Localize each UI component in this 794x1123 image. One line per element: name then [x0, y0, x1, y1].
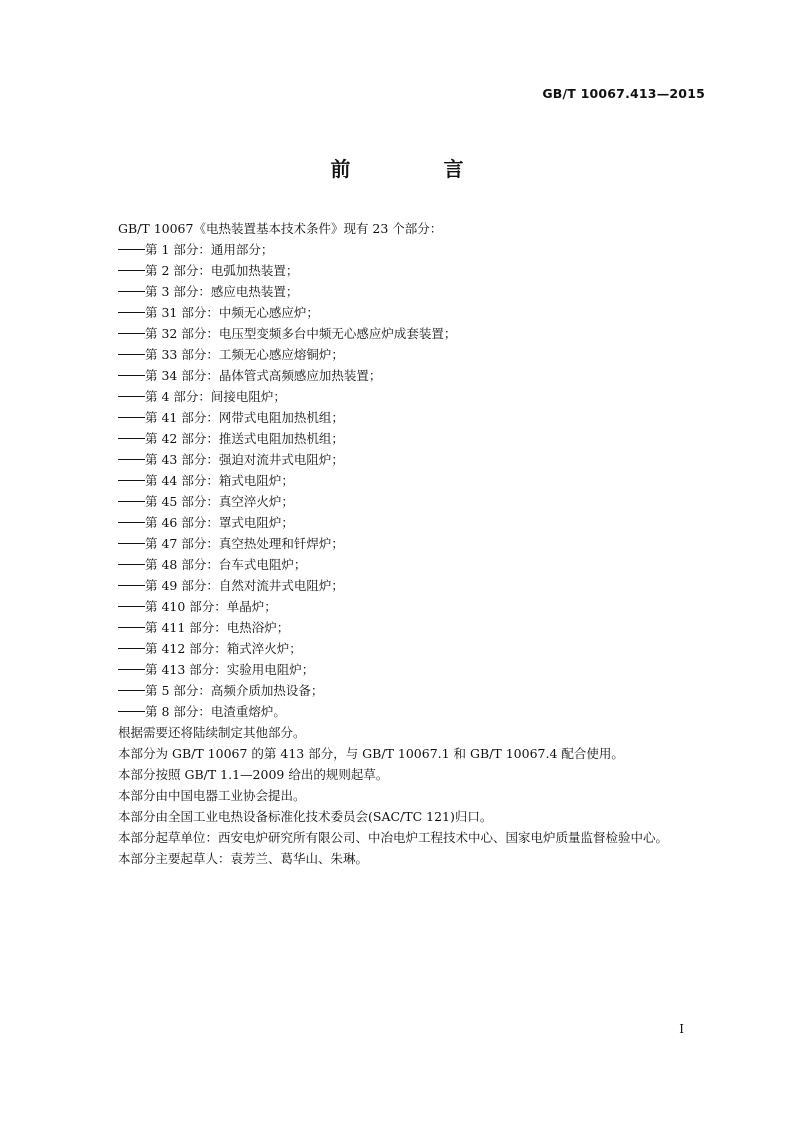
em-dash-marker [118, 459, 145, 460]
part-list-item [118, 701, 718, 722]
page-number: I [679, 1022, 684, 1036]
part-list-item-text: 第 47 部分：真空热处理和钎焊炉； [145, 536, 344, 551]
em-dash-marker [118, 585, 145, 586]
part-list-item-text: 第 49 部分：自然对流井式电阻炉； [145, 578, 344, 593]
body-paragraph: 本部分主要起草人：袁芳兰、葛华山、朱琳。 [118, 851, 369, 866]
body-paragraph: 本部分为 GB/T 10067 的第 413 部分，与 GB/T 10067.1 和 GB/T 10067.4 配合使用。 [118, 746, 624, 761]
part-list-item [118, 386, 718, 407]
em-dash-marker [118, 354, 145, 355]
intro-paragraph: GB/T 10067《电热装置基本技术条件》现有 23 个部分： [118, 221, 443, 236]
part-list-item [118, 260, 718, 281]
em-dash-marker [118, 438, 145, 439]
part-list-item-text: 第 412 部分：箱式淬火炉； [145, 641, 302, 656]
em-dash-marker [118, 480, 145, 481]
part-list-item-text: 第 41 部分：网带式电阻加热机组； [145, 410, 344, 425]
part-list-item-text: 第 31 部分：中频无心感应炉； [145, 305, 319, 320]
part-list-item-text: 第 46 部分：罩式电阻炉； [145, 515, 294, 530]
em-dash-marker [118, 291, 145, 292]
em-dash-marker [118, 417, 145, 418]
part-list-item-text: 第 413 部分：实验用电阻炉； [145, 662, 315, 677]
part-list-item [118, 533, 718, 554]
body-paragraph: 本部分按照 GB/T 1.1—2009 给出的规则起草。 [118, 767, 389, 782]
part-list-item [118, 617, 718, 638]
em-dash-marker [118, 564, 145, 565]
em-dash-marker [118, 669, 145, 670]
em-dash-marker [118, 522, 145, 523]
part-list-item [118, 512, 718, 533]
em-dash-marker [118, 690, 145, 691]
body-paragraph: 本部分由中国电器工业协会提出。 [118, 788, 306, 803]
part-list-item-text: 第 3 部分：感应电热装置； [145, 284, 299, 299]
part-list-item-text: 第 411 部分：电热浴炉； [145, 620, 290, 635]
part-list-item-text: 第 43 部分：强迫对流井式电阻炉； [145, 452, 344, 467]
em-dash-marker [118, 606, 145, 607]
part-list-item [118, 281, 718, 302]
part-list-item [118, 638, 718, 659]
part-list-item-text: 第 34 部分：晶体管式高频感应加热装置； [145, 368, 382, 383]
part-list-item-text: 第 44 部分：箱式电阻炉； [145, 473, 294, 488]
body-paragraph: 本部分起草单位：西安电炉研究所有限公司、中冶电炉工程技术中心、国家电炉质量监督检验中心。 [118, 830, 669, 845]
part-list-item [118, 407, 718, 428]
part-list-item [118, 239, 718, 260]
part-list-item [118, 428, 718, 449]
em-dash-marker [118, 375, 145, 376]
em-dash-marker [118, 501, 145, 502]
part-list-item [118, 365, 718, 386]
part-list-item-text: 第 2 部分：电弧加热装置； [145, 263, 299, 278]
part-list-item [118, 449, 718, 470]
part-list-item-text: 第 45 部分：真空淬火炉； [145, 494, 294, 509]
em-dash-marker [118, 333, 145, 334]
paragraph-list [118, 722, 718, 869]
part-list-item [118, 323, 718, 344]
standard-code: GB/T 10067.413—2015 [542, 86, 705, 101]
part-list-item-text: 第 8 部分：电渣重熔炉。 [145, 704, 286, 719]
part-list-item-text: 第 1 部分：通用部分； [145, 242, 274, 257]
foreword-body [118, 218, 718, 869]
part-list-item [118, 575, 718, 596]
part-list-item-text: 第 32 部分：电压型变频多台中频无心感应炉成套装置； [145, 326, 457, 341]
part-list-item-text: 第 48 部分：台车式电阻炉； [145, 557, 307, 572]
part-list-item-text: 第 42 部分：推送式电阻加热机组； [145, 431, 344, 446]
part-list-item [118, 596, 718, 617]
part-list-item-text: 第 4 部分：间接电阻炉； [145, 389, 286, 404]
em-dash-marker [118, 312, 145, 313]
part-list-item [118, 680, 718, 701]
em-dash-marker [118, 543, 145, 544]
em-dash-marker [118, 396, 145, 397]
em-dash-marker [118, 249, 145, 250]
part-list-item-text: 第 33 部分：工频无心感应熔铜炉； [145, 347, 344, 362]
em-dash-marker [118, 648, 145, 649]
part-list-item [118, 344, 718, 365]
em-dash-marker [118, 270, 145, 271]
part-list-item-text: 第 410 部分：单晶炉； [145, 599, 277, 614]
part-list [118, 239, 718, 722]
part-list-item [118, 302, 718, 323]
part-list-item-text: 第 5 部分：高频介质加热设备； [145, 683, 324, 698]
em-dash-marker [118, 627, 145, 628]
part-list-item [118, 659, 718, 680]
part-list-item [118, 491, 718, 512]
body-paragraph: 本部分由全国工业电热设备标准化技术委员会(SAC/TC 121)归口。 [118, 809, 493, 824]
part-list-item [118, 470, 718, 491]
body-paragraph: 根据需要还将陆续制定其他部分。 [118, 725, 306, 740]
part-list-item [118, 554, 718, 575]
page-title: 前 言 [330, 157, 507, 181]
em-dash-marker [118, 711, 145, 712]
